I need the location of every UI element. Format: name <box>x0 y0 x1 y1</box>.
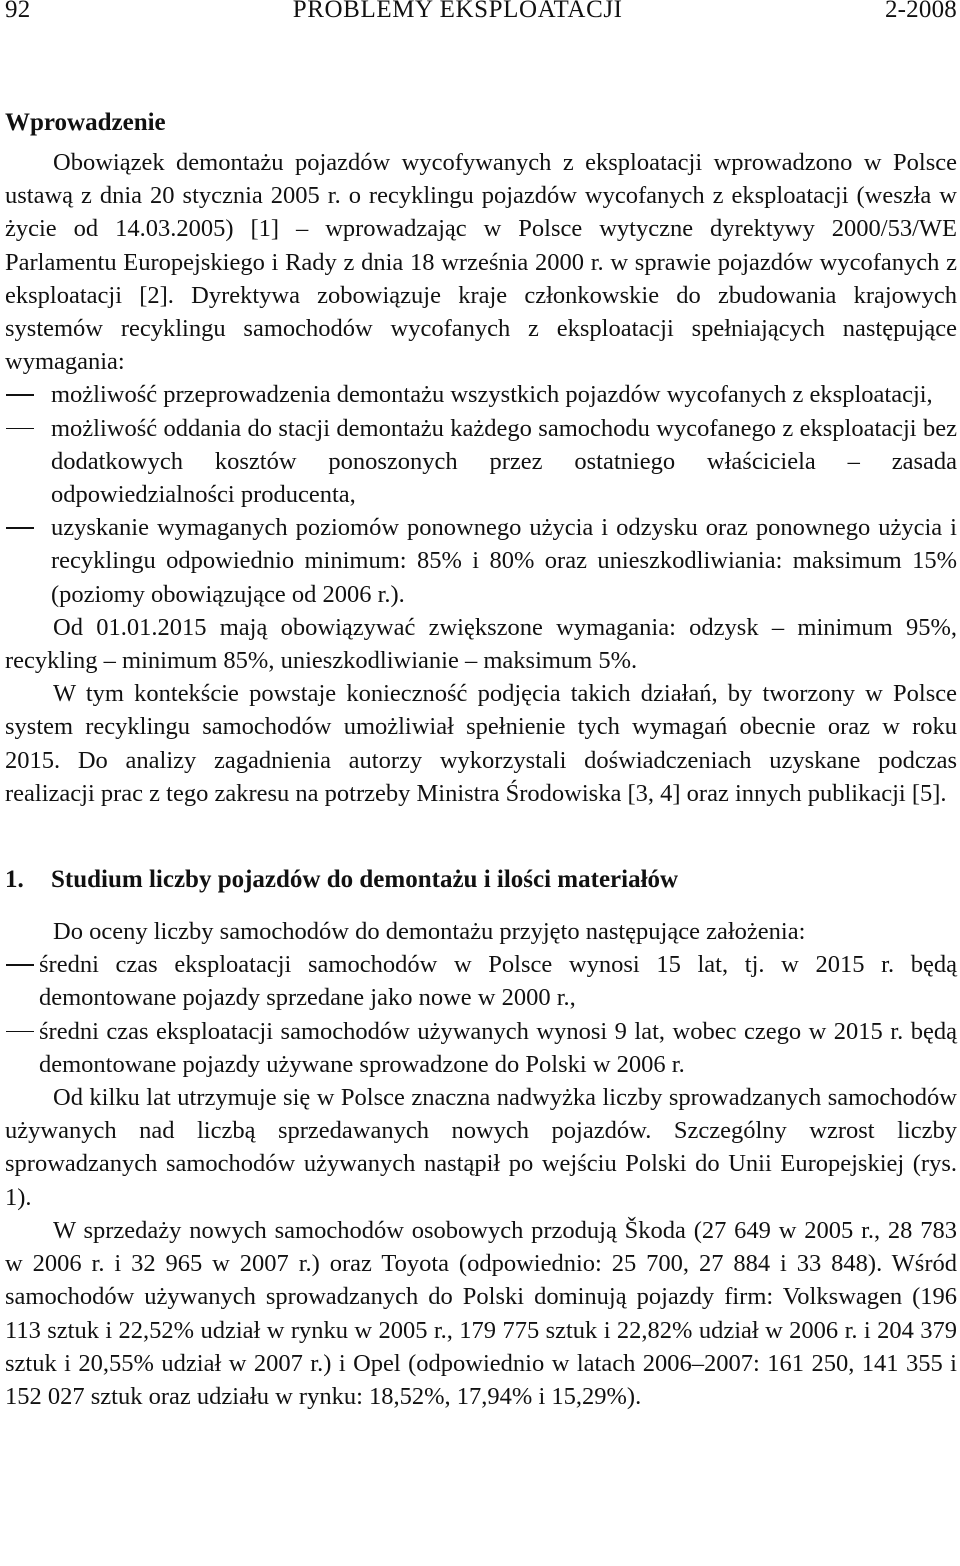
section-1 <box>5 915 957 1413</box>
page-number: 92 <box>5 0 31 23</box>
section-title: Studium liczby pojazdów do demontażu i ilości materiałów <box>51 866 679 894</box>
list-item: możliwość przeprowadzenia demontażu wszystkich pojazdów wycofanych z eksploatacji, <box>5 378 957 411</box>
list-item: średni czas eksploatacji samochodów w Polsce wynosi 15 lat, tj. w 2015 r. będą demontowane pojazdy sprzedane jako nowe w 2000 r., <box>5 948 957 1014</box>
section-1-paragraph-2: Od kilku lat utrzymuje się w Polsce znaczna nadwyżka liczby sprowadzanych samochodów używanych nad liczbą sprzedawanych nowych pojazdów. Szczególny wzrost liczby sprowadzanych samochodów używanych nastąpił po wejściu Polski do Unii Europejskiej (rys. 1). <box>5 1084 957 1211</box>
intro-paragraph-1: Obowiązek demontażu pojazdów wycofywanych z eksploatacji wprowadzono w Polsce ustawą z dnia 20 stycznia 2005 r. o recyklingu pojazdów wycofanych z eksploatacji (weszła w życie od 14.03.2005) [1] – wprowadzając w Polsce wytyczne dyrektywy 2000/53/WE Parlamentu Europejskiego i Rady z dnia 18 września 2000 r. w sprawie pojazdów wycofanych z eksploatacji [2]. Dyrektywa zobowiązuje kraje członkowskie do zbudowania krajowych systemów recyklingu samochodów wycofanych z eksploatacji spełniających następujące wymagania: <box>5 149 957 376</box>
list-item: uzyskanie wymaganych poziomów ponownego użycia i odzysku oraz ponownego użycia i recyklingu odpowiednio minimum: 85% i 80% oraz unieszkodliwiania: maksimum 15% (poziomy obowiązujące od 2006 r.). <box>5 511 957 611</box>
intro-paragraph-3: W tym kontekście powstaje konieczność podjęcia takich działań, by tworzony w Polsce system recyklingu samochodów umożliwiał spełnienie tych wymagań obecnie oraz w roku 2015. Do analizy zagadnienia autorzy wykorzystali doświadczeniach uzyskane podczas realizacji prac z tego zakresu na potrzeby Ministra Środowiska [3, 4] oraz innych publikacji [5]. <box>5 680 957 807</box>
section-number: 1. <box>5 866 24 894</box>
running-header <box>5 0 957 32</box>
section-1-heading <box>5 863 957 915</box>
intro-heading: Wprowadzenie <box>5 109 166 136</box>
intro-section <box>5 146 957 810</box>
issue-number: 2-2008 <box>884 0 957 23</box>
assumptions-list <box>5 948 957 1081</box>
section-1-paragraph-1: Do oceny liczby samochodów do demontażu przyjęto następujące założenia: <box>53 918 806 946</box>
requirements-list <box>5 378 957 610</box>
intro-paragraph-2: Od 01.01.2015 mają obowiązywać zwiększone wymagania: odzysk – minimum 95%, recykling – minimum 85%, unieszkodliwianie – maksimum 5%. <box>5 613 957 675</box>
section-1-paragraph-3: W sprzedaży nowych samochodów osobowych przodują Škoda (27 649 w 2005 r., 28 783 w 2006 r. i 32 965 w 2007 r.) oraz Toyota (odpowiednio: 25 700, 27 884 i 33 848). Wśród samochodów używanych sprowadzanych do Polski dominują pojazdy firm: Volkswagen (196 113 sztuk i 22,52% udział w rynku w 2005 r., 179 775 sztuk i 22,82% udział w 2006 r. i 204 379 sztuk i 20,55% udział w 2007 r.) i Opel (odpowiednio w latach 2006–2007: 161 250, 141 355 i 152 027 sztuk oraz udziału w rynku: 18,52%, 17,94% i 15,29%). <box>5 1216 957 1410</box>
list-item: możliwość oddania do stacji demontażu każdego samochodu wycofanego z eksploatacji bez dodatkowych kosztów ponoszonych przez ostatniego właściciela – zasada odpowiedzialności producenta, <box>5 412 957 512</box>
list-item: średni czas eksploatacji samochodów używanych wynosi 9 lat, wobec czego w 2015 r. będą demontowane pojazdy używane sprowadzone do Polski w 2006 r. <box>5 1015 957 1081</box>
journal-title: PROBLEMY EKSPLOATACJI <box>292 0 623 23</box>
